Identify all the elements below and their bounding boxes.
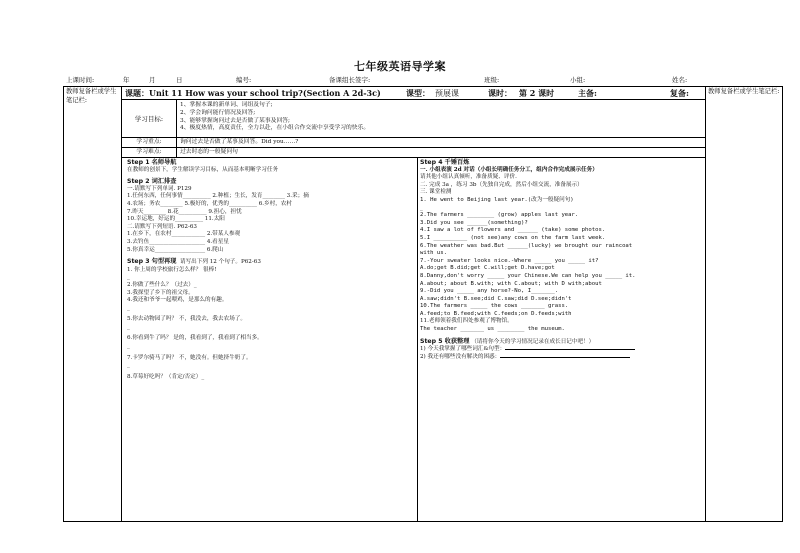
word-line: 4.农场；务农________ 5.极好的，优秀的__________ 6.乡村，农村 — [127, 200, 293, 207]
lesson-preparer: 主备: — [578, 88, 597, 98]
sentence: 7.卡罗尔骑马了吗？ 不，她没有。但她挤牛奶了。 — [127, 354, 252, 361]
sentence: 6.你看到牛了吗？ 是的，我看到了，我看到了相当多。 — [127, 335, 263, 342]
meta-day: 日 — [176, 76, 183, 84]
sentence: 8.草莓好吃吗？（肯定/否定）_ — [127, 373, 205, 380]
answer-line[interactable] — [505, 349, 635, 350]
meta-class: 班级: — [484, 76, 500, 84]
phrase-line: 1.在乡下，在农村____________ 2.带某人参观 — [127, 231, 241, 238]
task-1-sub: 请其他小组认真倾听，准备质疑、评价. — [420, 174, 517, 181]
right-notes-column — [705, 86, 783, 522]
phrase-line: 3.去钓鱼____________________ 4.看星星 — [127, 238, 229, 245]
task-3: 三. 课堂检测 — [420, 189, 452, 196]
meta-date: 上课时间: — [66, 76, 95, 84]
word-line: 7.昨天________ 8.花__________ 9.担心，担忧 — [127, 208, 242, 215]
focus-value: 询问过去是否做了某事及回答。Did you……? — [180, 139, 299, 145]
objective-item: 1、掌握本课的新单词、词组及句子; — [180, 102, 273, 108]
sentence: 1. 你上周的学校旅行怎么样？ 很棒! — [127, 266, 217, 273]
exercise-options: A.do;get B.did;get C.will;get D.have;got — [420, 265, 555, 272]
step2-title: Step 2 词汇排查 — [127, 178, 177, 186]
lesson-period-value: 第 2 课时 — [519, 88, 555, 98]
exercise: 5.I __________ (not see)any cows on the farm last week. — [420, 234, 606, 241]
exercise-options: A.feed;to B.feed;with C.feeds;on D.feeds;with — [420, 310, 572, 317]
focus-label: 学习重点: — [122, 138, 177, 147]
lesson-review: 复备: — [670, 88, 689, 98]
objective-item: 4、极度热情，高度责任，全力以赴，在小组合作交流中享受学习的快乐。 — [180, 125, 370, 132]
step5-hint: （请将你今天的学习情况记录在成长日记中吧！） — [471, 338, 595, 345]
exercise: 11.老师领着我们四处参观了博物馆。 — [420, 318, 513, 325]
left-content: Step 1 名师导航 在教师的创景下，学生解读学习目标，从而基本明晰学习任务 Step 2 词汇排查 一.请默写下列单词. P129 1.任何东西，任何事情__________ 2.种植；生长，发育________ 3.采；摘 4.农场；务农________ 5.极好的，优秀的__________ 6.乡村，农村 7.昨天________ 8.花__________ 9.担心，担忧 10.幸运地，好运的__________ 11.太阳 二.请默写下列短语. P62-63 1.在乡下，在农村____________ 2.带某人参观 3.去钓鱼____________________ 4.看星星 5.你真幸运__________________ 6.爬山 Step 3 句型再现 请写出下列 12 个句子。P62-63 1. 你上周的学校旅行怎么样？ 很棒! _ 2.你做了些什么？（过去）_ 3.我探望了乡下的祖父母。 4.我还和爷爷一起喂鸡，是那么的有趣。 _ 5.你去动物园了吗？ 不，我没去，我去农场了。 _ 6.你看到牛了吗？ 是的，我看到了，我看到了相当多。 _ 7.卡罗尔骑马了吗？ 不，她没有。但她挤牛奶了。 _ 8.草莓好吃吗？（肯定/否定）_ — [127, 159, 417, 381]
exercise-options: A.about; about B.with; with C.about; with D with;about — [420, 280, 602, 287]
meta-year: 年 — [123, 76, 130, 84]
sentence: 3.我探望了乡下的祖父母。 — [127, 289, 194, 296]
reflect-line: 2) 我还有哪些没有解决的困惑： — [420, 353, 501, 360]
answer-line[interactable] — [500, 357, 630, 358]
task-1: 一. 小组表演 2d 对话（小组长明确任务分工，组内合作完成展示任务） — [420, 166, 598, 173]
lesson-type-label: 课型： — [406, 88, 430, 98]
words-title: 一.请默写下列单词. P129 — [127, 185, 192, 192]
objectives-label: 学习目标: — [122, 100, 177, 137]
step1-text: 在教师的创景下，学生解读学习目标，从而基本明晰学习任务 — [127, 166, 279, 173]
sentence: 2.你做了些什么？（过去）_ — [127, 281, 197, 288]
exercise: 2.The farmers ________ (grow) apples last year. — [420, 212, 579, 219]
step5-title: Step 5 收获整理 — [420, 337, 470, 345]
right-notes-label: 教师复备栏或学生笔记栏: — [708, 88, 780, 95]
meta-name: 姓名: — [672, 76, 688, 84]
step1-title: Step 1 名师导航 — [127, 159, 177, 166]
task-2: 二. 完成 3a ，练习 3b（先独自完成，然后小组交流，准备展示） — [420, 181, 583, 188]
exercise: 8.Danny,don't worry _____ your Chinese.We can help you _____ it. — [420, 272, 636, 279]
meta-month: 月 — [149, 76, 156, 84]
exercise-options: A.saw;didn't B.see;did C.saw;did D.see;didn't — [420, 295, 572, 302]
lesson-header — [122, 86, 705, 100]
difficulty-value: 过去时态的一般疑问句 — [180, 149, 238, 155]
lesson-period-label: 课时： — [488, 88, 512, 98]
difficulty-label: 学习难点: — [122, 148, 177, 157]
objective-item: 2、学会询问能行情况及回答; — [180, 109, 256, 116]
exercise: 1. He went to Beijing last year.(改为一般疑问句) — [420, 196, 574, 203]
objective-item: 3、能够掌握询问过去是否做了某事及回答; — [180, 117, 290, 124]
meta-leader-sign: 备课组长签字: — [329, 76, 371, 84]
exercise: 10.The farmers _____ the cows _______ grass. — [420, 303, 569, 310]
left-notes-column — [63, 86, 122, 522]
lesson-type-value: 预展课 — [435, 89, 459, 98]
meta-group: 小组: — [570, 76, 586, 84]
exercise: 9.-Did you _____ any horse?-No, I_______. — [420, 288, 559, 295]
phrases-title: 二.请默写下列短语. P62-63 — [127, 223, 197, 230]
left-notes-label: 教师复备栏或学生笔记栏: — [66, 88, 117, 104]
reflect-line: 1) 今天我掌握了哪些词汇&句型： — [420, 346, 506, 353]
focus-row — [122, 138, 705, 148]
exercise: 6.The weather was bad.But ______(lucky) we brought our raincoat — [420, 242, 633, 249]
lesson-topic: 课题：Unit 11 How was your school trip?(Section A 2d-3c) — [125, 88, 381, 98]
page-title: 七年级英语导学案 — [354, 60, 446, 73]
difficulty-row — [122, 148, 705, 158]
exercise: 4.I saw a lot of flowers and ______ (take) some photos. — [420, 227, 606, 234]
step3-title: Step 3 句型再现 — [127, 258, 177, 266]
step3-hint: 请写出下列 12 个句子。P62-63 — [179, 259, 261, 266]
exercise: with us. — [420, 250, 447, 257]
exercise: 3.Did you see ______(something)? — [420, 219, 528, 226]
exercise: The teacher _______ us ________ the museum. — [420, 326, 565, 333]
sentence: 5.你去动物园了吗？ 不，我没去，我去农场了。 — [127, 316, 246, 323]
step4-title: Step 4 千锤百炼 — [420, 159, 470, 166]
word-line: 10.幸运地，好运的__________ 11.太阳 — [127, 216, 225, 223]
column-divider — [417, 158, 418, 522]
meta-number: 编号: — [236, 76, 252, 84]
learning-objectives — [122, 100, 705, 138]
right-content: Step 4 千锤百炼 一. 小组表演 2d 对话（小组长明确任务分工，组内合作完成展示任务） 请其他小组认真倾听，准备质疑、评价. 二. 完成 3a ，练习 3b（先独自完成，然后小组交流，准备展示） 三. 课堂检测 1. He went to Beijing last year.(改为一般疑问句) _ 2.The farmers ________ (grow) apples last year. 3.Did you see ______(something)? 4.I saw a lot of flowers and ______ (take) some photos. 5.I __________ (not see)any cows on the farm last week. 6.The weather was bad.But ______(lucky) we brought our raincoat with us. 7.-Your sweater looks nice.-Where _____ you _____ it? A.do;get B.did;get C.will;get D.have;got 8.Danny,don't worry _____ your Chinese.We can help you _____ it. A.about; about B.with; with C.about; with D with;about 9.-Did you _____ any horse?-No, I_______. A.saw;didn't B.see;did C.saw;did D.see;didn't 10.The farmers _____ the cows _______ grass. A.feed;to B.feed;with C.feeds;on D.feeds;with 11.老师领着我们四处参观了博物馆。 The teacher _______ us ________ the museum. Step 5 收获整理 （请将你今天的学习情况记录在成长日记中吧！） 1) 今天我掌握了哪些词汇&句型： 2) 我还有哪些没有解决的困惑： — [420, 159, 702, 361]
phrase-line: 5.你真幸运__________________ 6.爬山 — [127, 246, 224, 253]
word-line: 1.任何东西，任何事情__________ 2.种植；生长，发育________ 3.采；摘 — [127, 193, 309, 200]
objectives-list — [180, 102, 369, 133]
sentence: 4.我还和爷爷一起喂鸡，是那么的有趣。 — [127, 297, 228, 304]
exercise: 7.-Your sweater looks nice.-Where _____ you _____ it? — [420, 257, 599, 264]
